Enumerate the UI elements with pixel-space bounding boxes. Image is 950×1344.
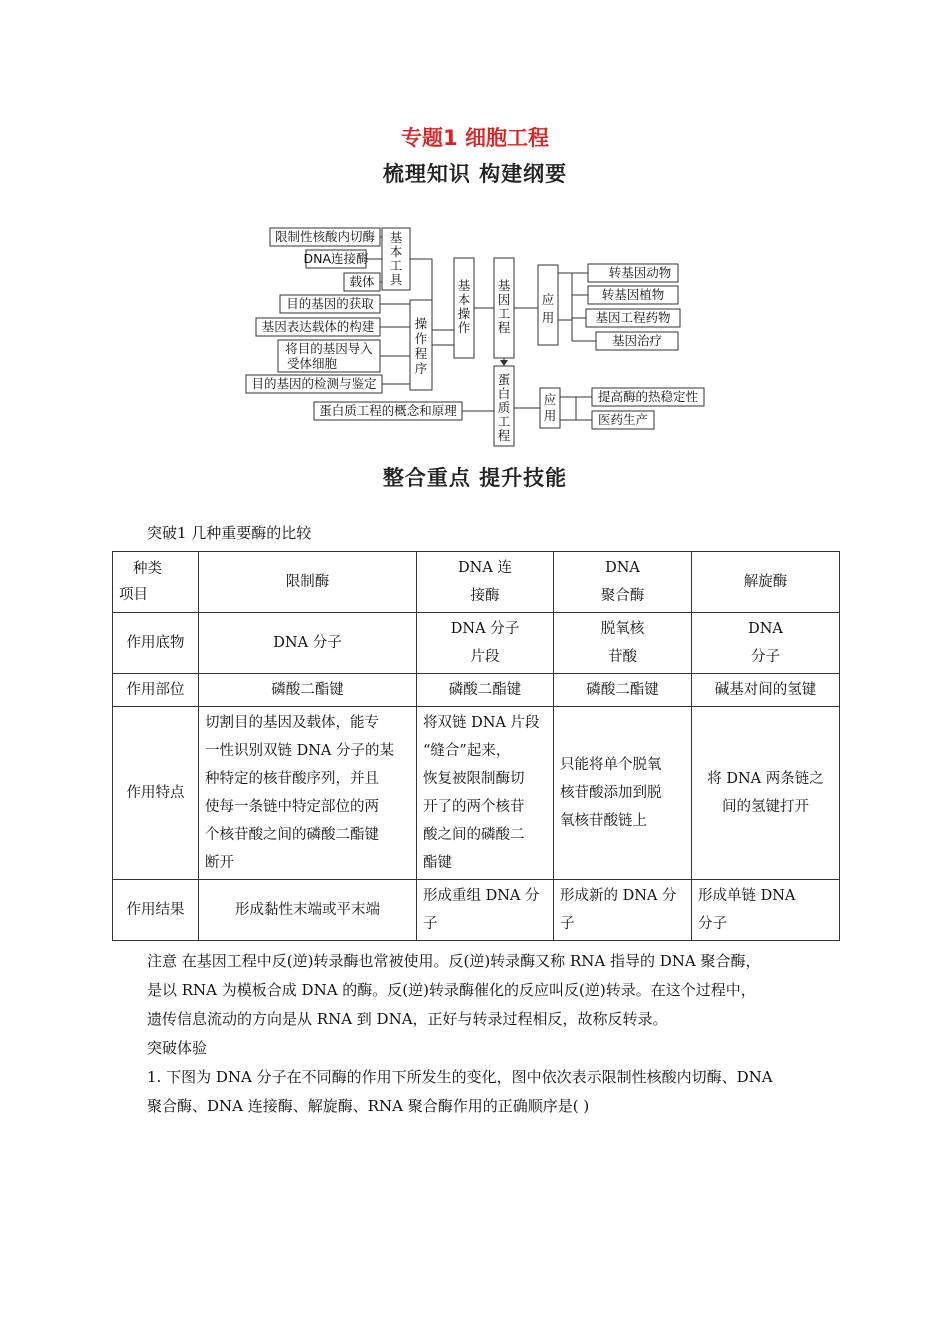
table-cell bbox=[692, 880, 840, 941]
cell-line: 苷酸 bbox=[608, 649, 637, 665]
table-row bbox=[113, 613, 840, 674]
vertical-label-char: 应 bbox=[541, 292, 555, 307]
cell-line: 聚合酶 bbox=[600, 588, 645, 604]
cell-line: 分子 bbox=[698, 916, 727, 932]
section-heading-key-points: 整合重点 提升技能 bbox=[382, 466, 568, 490]
label-gene-engineering bbox=[498, 278, 511, 335]
cell-line: 酯键 bbox=[423, 855, 452, 871]
label-protein-engineering bbox=[498, 372, 511, 443]
header-restriction-enzyme bbox=[199, 552, 417, 613]
cell-line: DNA 分子 bbox=[450, 621, 520, 637]
vertical-label-char: 工 bbox=[497, 306, 511, 321]
vertical-label-char: 作 bbox=[414, 331, 428, 346]
row-label: 作用结果 bbox=[113, 880, 199, 941]
step-detect-identify: 目的基因的检测与鉴定 bbox=[251, 376, 377, 391]
vertical-label-char: 用 bbox=[541, 310, 555, 325]
step-build-vector: 基因表达载体的构建 bbox=[261, 319, 375, 334]
table-cell bbox=[417, 880, 554, 941]
vertical-label-char: 质 bbox=[497, 400, 511, 415]
row-label: 作用部位 bbox=[113, 674, 199, 707]
cell-line: 形成新的 DNA 分 bbox=[560, 888, 677, 904]
vertical-label-char: 操 bbox=[457, 306, 471, 321]
table-cell bbox=[554, 674, 692, 707]
table-corner-cell: 种类 项目 bbox=[113, 552, 199, 613]
header-dna-polymerase bbox=[554, 552, 692, 613]
label-procedure bbox=[415, 316, 428, 376]
row-label: 作用底物 bbox=[113, 613, 199, 674]
table-row bbox=[113, 707, 840, 880]
cell-line: 切割目的基因及载体，能专 bbox=[205, 715, 379, 731]
tool-dna-ligase: DNA连接酶 bbox=[303, 251, 369, 266]
protein-app-thermostability: 提高酶的热稳定性 bbox=[597, 389, 699, 404]
header-dna-ligase bbox=[417, 552, 554, 613]
cell-line: 个核苷酸之间的磷酸二酯键 bbox=[205, 827, 379, 843]
cell-line: 磷酸二酯键 bbox=[271, 682, 344, 698]
cell-line: 种特定的核苷酸序列，并且 bbox=[205, 771, 379, 787]
cell-line: 氧核苷酸链上 bbox=[560, 813, 647, 829]
cell-line: DNA bbox=[605, 560, 640, 576]
vertical-label-char: 基 bbox=[457, 278, 471, 293]
gene-engineering-concept-map bbox=[240, 220, 710, 452]
question-line: 聚合酶、DNA 连接酶、解旋酶、RNA 聚合酶作用的正确顺序是( ) bbox=[147, 1097, 590, 1115]
step-introduce-gene: 将目的基因导入 bbox=[285, 341, 373, 356]
enzyme-comparison-table bbox=[112, 551, 840, 941]
step-get-gene: 目的基因的获取 bbox=[286, 296, 374, 311]
app-transgenic-animal: 转基因动物 bbox=[608, 265, 672, 280]
table-cell bbox=[554, 707, 692, 880]
cell-line: DNA 分子 bbox=[273, 635, 342, 651]
cell-line: 形成单链 DNA bbox=[698, 888, 796, 904]
table-cell bbox=[199, 707, 417, 880]
note-line: 是以 RNA 为模板合成 DNA 的酶。反(逆)转录酶催化的反应叫反(逆)转录。在这个过程中， bbox=[147, 981, 756, 999]
cell-line: 解旋酶 bbox=[743, 574, 788, 590]
cell-line: 片段 bbox=[470, 649, 500, 665]
cell-line: 限制酶 bbox=[285, 574, 330, 590]
table-cell bbox=[692, 674, 840, 707]
vertical-label-char: 工 bbox=[497, 414, 511, 429]
cell-line: 脱氧核 bbox=[600, 621, 645, 637]
protein-app-medicine: 医药生产 bbox=[597, 412, 649, 427]
cell-line: 恢复被限制酶切 bbox=[423, 771, 525, 787]
label-basic-operation bbox=[458, 278, 471, 335]
vertical-label-char: 具 bbox=[389, 272, 403, 287]
cell-line: 开了的两个核苷 bbox=[423, 799, 525, 815]
cell-line: “缝合”起来， bbox=[423, 743, 511, 759]
cell-line: 磷酸二酯键 bbox=[586, 682, 659, 698]
cell-line: 一性识别双链 DNA 分子的某 bbox=[205, 743, 395, 759]
cell-line: 分子 bbox=[751, 649, 780, 665]
vertical-label-char: 程 bbox=[497, 320, 511, 335]
table-cell bbox=[417, 707, 554, 880]
cell-line: 核苷酸添加到脱 bbox=[560, 785, 662, 801]
cell-line: 将双链 DNA 片段 bbox=[423, 715, 540, 731]
vertical-label-char: 蛋 bbox=[497, 372, 511, 387]
cell-line: 将 DNA 两条链之 bbox=[707, 771, 824, 787]
vertical-label-char: 作 bbox=[457, 320, 471, 335]
cell-line: 只能将单个脱氧 bbox=[560, 757, 662, 773]
vertical-label-char: 本 bbox=[389, 244, 403, 259]
cell-line: 形成重组 DNA 分 bbox=[423, 888, 540, 904]
cell-line: 间的氢键打开 bbox=[722, 799, 809, 815]
table-cell bbox=[199, 880, 417, 941]
cell-line: 子 bbox=[423, 916, 438, 932]
vertical-label-char: 基 bbox=[497, 278, 511, 293]
app-transgenic-plant: 转基因植物 bbox=[601, 287, 665, 302]
page-title: 专题1 细胞工程 bbox=[401, 126, 549, 150]
question-line: 1. 下图为 DNA 分子在不同酶的作用下所发生的变化，图中依次表示限制性核酸内切酶、DNA bbox=[147, 1068, 773, 1086]
note-line: 遗传信息流动的方向是从 RNA 到 DNA，正好与转录过程相反，故称反转录。 bbox=[147, 1010, 668, 1028]
cell-line: 子 bbox=[560, 916, 575, 932]
app-gene-drug: 基因工程药物 bbox=[595, 310, 671, 325]
vertical-label-char: 程 bbox=[414, 346, 428, 361]
section-heading-outline: 梳理知识 构建纲要 bbox=[382, 162, 568, 186]
vertical-label-char: 应 bbox=[543, 392, 557, 407]
table-cell bbox=[417, 613, 554, 674]
table-cell bbox=[199, 674, 417, 707]
cell-line: 酸之间的磷酸二 bbox=[423, 827, 525, 843]
table-cell bbox=[417, 674, 554, 707]
cell-line: 碱基对间的氢键 bbox=[714, 682, 817, 698]
app-gene-therapy: 基因治疗 bbox=[611, 333, 663, 348]
vertical-label-char: 因 bbox=[497, 292, 511, 307]
cell-line: DNA bbox=[748, 621, 783, 637]
vertical-label-char: 用 bbox=[543, 408, 557, 423]
table-cell bbox=[554, 613, 692, 674]
vertical-label-char: 序 bbox=[414, 361, 428, 376]
table-row bbox=[113, 880, 840, 941]
vertical-label-char: 操 bbox=[414, 316, 428, 331]
note-line: 注意 在基因工程中反(逆)转录酶也常被使用。反(逆)转录酶又称 RNA 指导的 DNA 聚合酶， bbox=[147, 952, 761, 970]
vertical-label-char: 基 bbox=[389, 230, 403, 245]
protein-concept: 蛋白质工程的概念和原理 bbox=[319, 403, 457, 418]
tool-vector: 载体 bbox=[349, 274, 375, 289]
tool-restriction-enzyme: 限制性核酸内切酶 bbox=[274, 229, 376, 244]
note-paragraph bbox=[147, 947, 827, 1121]
cell-line: DNA 连 bbox=[458, 560, 512, 576]
vertical-label-char: 白 bbox=[497, 386, 511, 401]
header-helicase bbox=[692, 552, 840, 613]
table-cell bbox=[199, 613, 417, 674]
cell-line: 使每一条链中特定部位的两 bbox=[205, 799, 379, 815]
label-protein-application bbox=[544, 392, 557, 423]
step-introduce-gene-2: 受体细胞 bbox=[286, 356, 338, 371]
cell-line: 断开 bbox=[205, 855, 234, 871]
vertical-label-char: 本 bbox=[457, 292, 471, 307]
table-cell bbox=[692, 613, 840, 674]
table-cell bbox=[554, 880, 692, 941]
cell-line: 形成黏性末端或平末端 bbox=[235, 902, 380, 918]
experience-label: 突破体验 bbox=[147, 1039, 208, 1057]
cell-line: 接酶 bbox=[470, 588, 500, 604]
cell-line: 磷酸二酯键 bbox=[448, 682, 522, 698]
label-gene-application bbox=[542, 292, 555, 325]
vertical-label-char: 工 bbox=[389, 258, 403, 273]
row-label: 作用特点 bbox=[113, 707, 199, 880]
table-cell bbox=[692, 707, 840, 880]
section-label: 突破1 几种重要酶的比较 bbox=[147, 524, 312, 542]
table-header-row bbox=[113, 552, 840, 613]
label-basic-tools bbox=[390, 230, 403, 287]
vertical-label-char: 程 bbox=[497, 428, 511, 443]
table-row bbox=[113, 674, 840, 707]
